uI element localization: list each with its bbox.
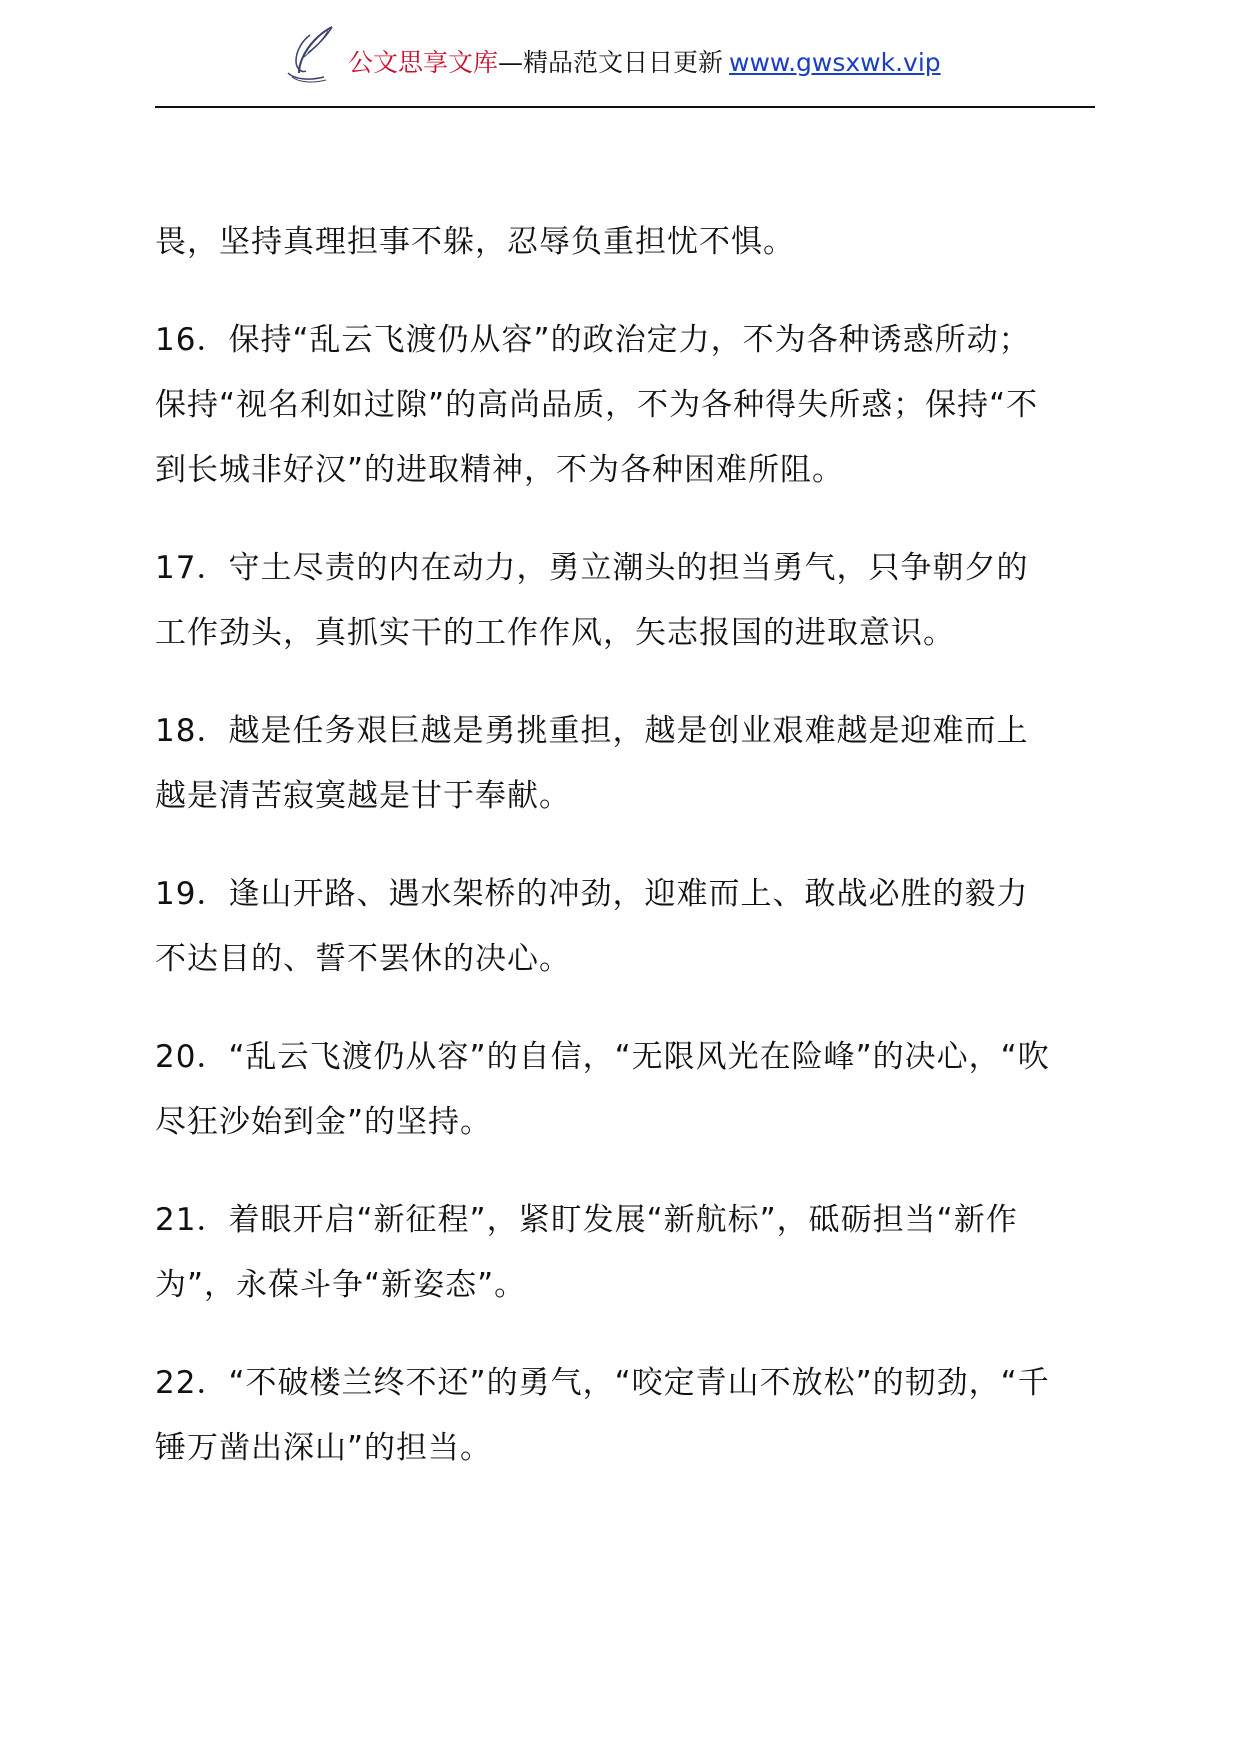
- site-link[interactable]: www.gwsxwk.vip: [729, 48, 941, 77]
- document-body: [155, 210, 1095, 1514]
- paragraph: 19．逢山开路、遇水架桥的冲劲，迎难而上、敢战必胜的毅力 不达目的、誓不罢休的决心。: [155, 876, 1029, 977]
- paragraph: 畏，坚持真理担事不躲，忍辱负重担忧不惧。: [155, 224, 795, 260]
- tagline: —精品范文日日更新: [498, 48, 724, 77]
- header-branding: [280, 14, 941, 94]
- paragraph: 16．保持“乱云飞渡仍从容”的政治定力，不为各种诱惑所动； 保持“视名利如过隙”的高尚品质，不为各种得失所惑；保持“不 到长城非好汉”的进取精神，不为各种困难所阻。: [155, 322, 1039, 488]
- paragraph: 17．守土尽责的内在动力，勇立潮头的担当勇气，只争朝夕的 工作劲头，真抓实干的工作作风，矢志报国的进取意识。: [155, 550, 1029, 651]
- paragraph: 22．“不破楼兰终不还”的勇气，“咬定青山不放松”的韧劲，“千 锤万凿出深山”的担当。: [155, 1365, 1050, 1466]
- paragraph: 20．“乱云飞渡仍从容”的自信，“无限风光在险峰”的决心，“吹 尽狂沙始到金”的坚持。: [155, 1039, 1050, 1140]
- brand-name: 公文思享文库: [348, 48, 499, 77]
- header-divider: [155, 106, 1095, 108]
- header-text: [348, 29, 941, 79]
- paragraph: 21．着眼开启“新征程”，紧盯发展“新航标”，砥砺担当“新作 为”，永葆斗争“新姿态”。: [155, 1202, 1018, 1303]
- paragraph: 18．越是任务艰巨越是勇挑重担，越是创业艰难越是迎难而上 越是清苦寂寞越是甘于奉献。: [155, 713, 1029, 814]
- quill-pen-icon: [280, 23, 340, 85]
- page-header: [155, 14, 1095, 109]
